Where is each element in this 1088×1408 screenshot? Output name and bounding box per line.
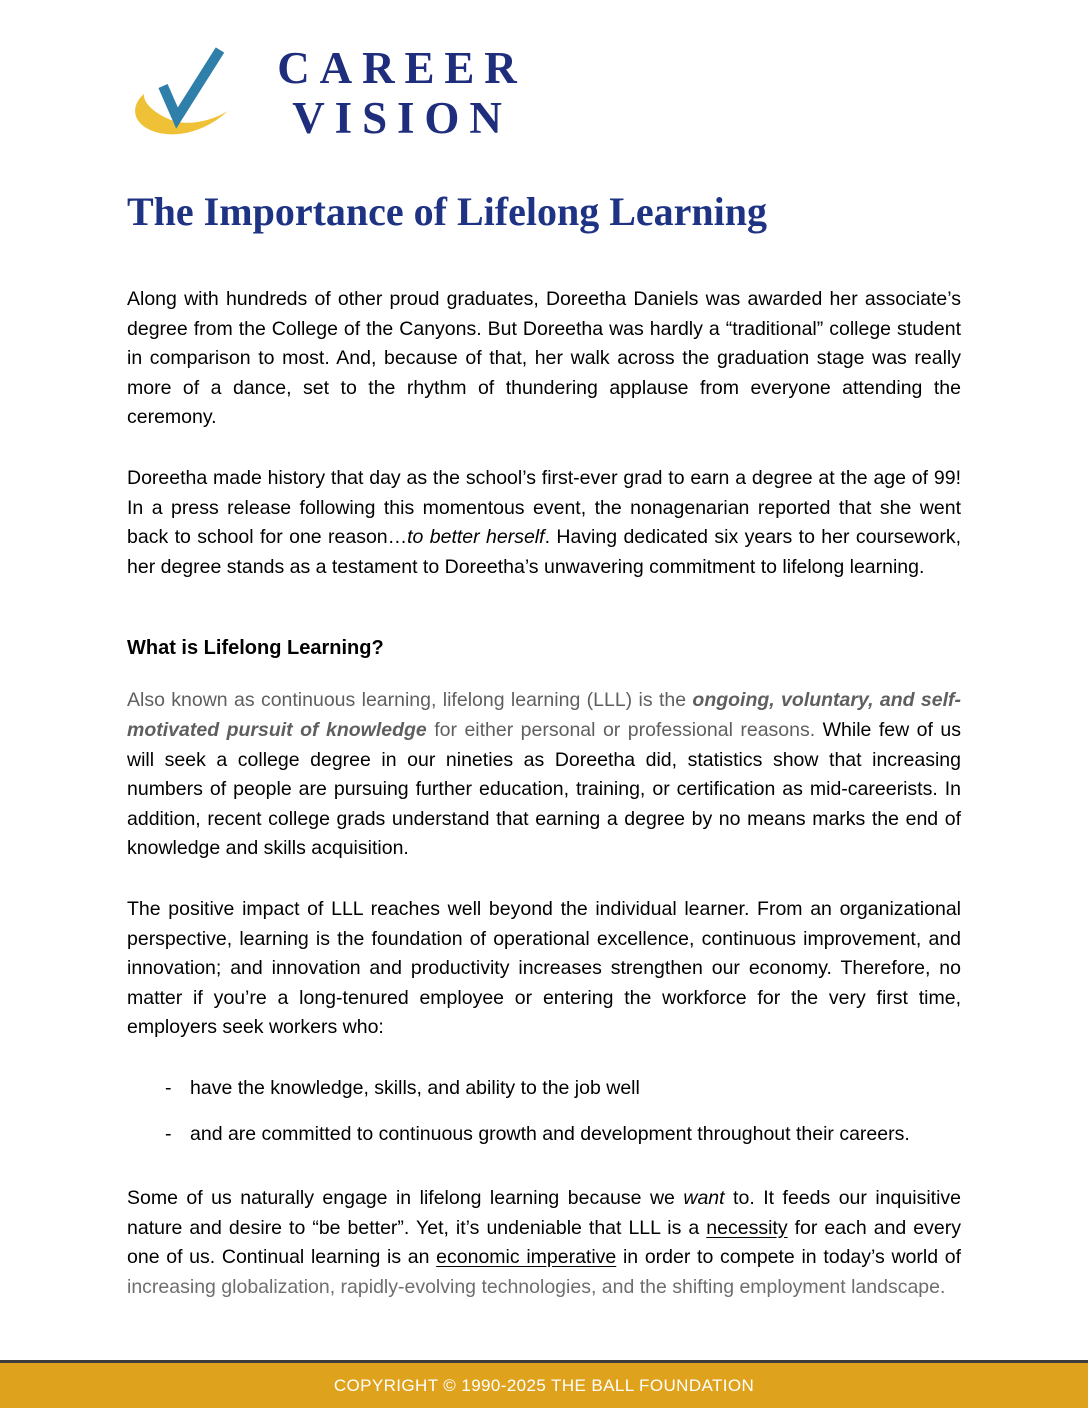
section-heading-what-is-lifelong-learning: What is Lifelong Learning? [127,637,384,660]
text-run: . Having dedicated six years to her coursework, her degree stands as a testament to Doreetha’s unwavering commitment to lifelong learning. [127,526,961,578]
checkmark-shape [163,50,220,118]
text-run-italic: want [683,1187,725,1210]
text-run-underline: economic imperative [436,1246,617,1269]
text-run: to. It feeds our inquisitive nature and desire to “be better”. Yet, it’s undeniable that LLL is a [127,1187,961,1239]
bullet-dash: - [165,1123,172,1146]
document-content [127,0,961,1333]
text-run: for each and every one of us. Continual learning is an [127,1216,961,1269]
lll-definition-paragraph [127,686,961,864]
logo-word-vision: VISION [292,93,512,143]
text-run: in order to compete in today’s world of [616,1246,961,1269]
text-run: Along with hundreds of other proud graduates, Doreetha Daniels was awarded her associate’s degree from the College of the Canyons. But Doreetha was hardly a “traditional” college student in comparison to most. And, because of that, her walk across the graduation stage was really more of a dance, set to the rhythm of thundering applause from everyone attending the ceremony. [127,288,961,429]
text-run: Doreetha made history that day as the school’s first-ever grad to earn a degree at the age of 99! In a press release following this momentous event, the nonagenarian reported that she went back to school for one reason… [127,466,961,549]
bullet-list [127,1074,961,1150]
positive-impact-paragraph [127,895,961,1043]
text-run-gray: for either personal or professional reasons. [426,718,823,741]
text-run-italic: to better herself [407,526,545,549]
copyright-footer-bar [0,1363,1088,1408]
text-run-gray-bold-italic: ongoing, voluntary, and self-motivated pursuit of knowledge [127,689,961,741]
text-run-gray: Also known as continuous learning, lifelong learning (LLL) is the [127,689,693,712]
bullet-item [127,1074,961,1104]
text-run: Some of us naturally engage in lifelong learning because we [127,1187,684,1210]
career-vision-logo [130,0,961,146]
bullet-dash: - [165,1076,172,1099]
page-title: The Importance of Lifelong Learning [127,189,767,234]
logo-wordmark [256,42,548,143]
copyright-text: COPYRIGHT © 1990-2025 THE BALL FOUNDATION [333,1375,755,1395]
doreetha-history-paragraph [127,464,961,582]
logo-word-career: CAREER [277,43,527,93]
text-run-gray: increasing globalization, rapidly-evolving technologies, and the shifting employment landscape. [127,1275,946,1298]
text-run: While few of us will seek a college degree in our nineties as Doreetha did, statistics show that increasing numbers of people are pursuing further education, training, or certification as mid-careerists. In addition, recent college grads understand that earning a degree by no means marks the end of knowledge and skills acquisition. [127,718,961,860]
text-run-underline: necessity [706,1216,788,1239]
bullet-text: have the knowledge, skills, and ability to the job well [190,1076,640,1099]
bullet-text: and are committed to continuous growth and development throughout their careers. [190,1123,910,1146]
career-vision-checkmark-icon [130,42,240,146]
bullet-item [127,1120,961,1150]
conclusion-paragraph [127,1184,961,1302]
intro-paragraph [127,285,961,433]
text-run: The positive impact of LLL reaches well beyond the individual learner. From an organizational perspective, learning is the foundation of operational excellence, continuous improvement, and innovation; and innovation and productivity increases strengthen our economy. Therefore, no matter if you’re a long-tenured employee or entering the workforce for the very first time, employers seek workers who: [127,897,961,1039]
